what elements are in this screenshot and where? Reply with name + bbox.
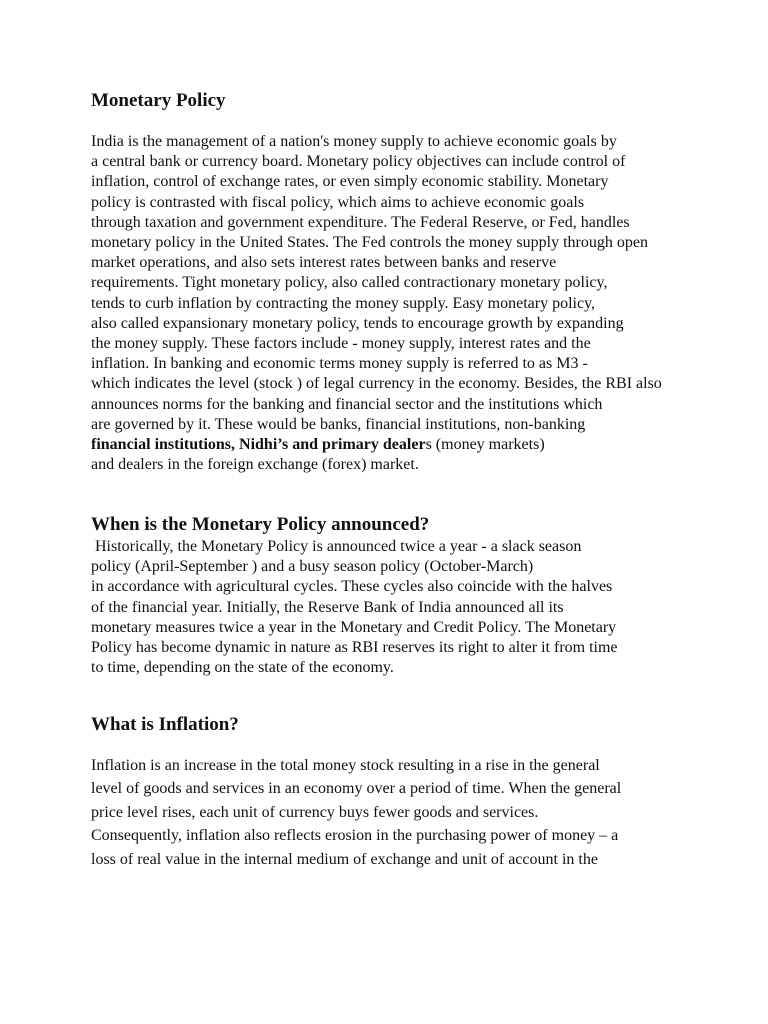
text-line: price level rises, each unit of currency buys fewer goods and services.: [91, 803, 539, 821]
text-line: tends to curb inflation by contracting the money supply. Easy monetary policy,: [91, 294, 596, 312]
text-line: through taxation and government expenditure. The Federal Reserve, or Fed, handles: [91, 213, 630, 231]
text-line: India is the management of a nation's money supply to achieve economic goals by: [91, 133, 617, 150]
text-line: also called expansionary monetary policy, tends to encourage growth by expanding: [91, 314, 624, 332]
text-line: and dealers in the foreign exchange (forex) market.: [91, 456, 419, 474]
paragraph-monetary-policy: [91, 132, 691, 475]
text-line: requirements. Tight monetary policy, also called contractionary monetary policy,: [91, 274, 608, 292]
text-line: monetary measures twice a year in the Monetary and Credit Policy. The Monetary: [91, 618, 617, 636]
text-line: are governed by it. These would be banks, financial institutions, non-banking: [91, 415, 586, 433]
text-line: a central bank or currency board. Monetary policy objectives can include control of: [91, 153, 626, 171]
text-line: the money supply. These factors include - money supply, interest rates and the: [91, 335, 591, 353]
text-line: monetary policy in the United States. The Fed controls the money supply through open: [91, 234, 648, 252]
text-line: which indicates the level (stock ) of legal currency in the economy. Besides, the RBI also: [91, 375, 662, 393]
text-line: Historically, the Monetary Policy is announced twice a year - a slack season: [91, 538, 582, 555]
text-line: inflation, control of exchange rates, or even simply economic stability. Monetary: [91, 173, 609, 191]
text-line: Inflation is an increase in the total money stock resulting in a rise in the general: [91, 757, 600, 774]
text-line: level of goods and services in an economy over a period of time. When the general: [91, 780, 622, 798]
bold-phrase: financial institutions, Nidhi’s and primary dealer: [91, 436, 426, 454]
text-line: loss of real value in the internal medium of exchange and unit of account in the: [91, 850, 598, 868]
text-fragment: s (money markets): [425, 436, 545, 454]
text-line-mixed: [91, 435, 691, 455]
text-line: in accordance with agricultural cycles. These cycles also coincide with the halves: [91, 578, 613, 596]
paragraph-inflation: [91, 754, 691, 871]
text-line: policy is contrasted with fiscal policy, which aims to achieve economic goals: [91, 193, 585, 211]
text-line: to time, depending on the state of the economy.: [91, 659, 394, 677]
text-line: Consequently, inflation also reflects erosion in the purchasing power of money – a: [91, 827, 619, 845]
paragraph-when-announced: [91, 537, 691, 678]
text-line: announces norms for the banking and financial sector and the institutions which: [91, 395, 603, 413]
text-line: policy (April-September ) and a busy season policy (October-March): [91, 558, 534, 576]
text-line: market operations, and also sets interest rates between banks and reserve: [91, 254, 557, 272]
text-line: inflation. In banking and economic terms money supply is referred to as M3 -: [91, 355, 588, 373]
section-heading-inflation: What is Inflation?: [91, 714, 239, 735]
section-heading-monetary-policy: Monetary Policy: [91, 90, 226, 111]
text-line: Policy has become dynamic in nature as RBI reserves its right to alter it from time: [91, 639, 618, 657]
section-heading-when-announced: When is the Monetary Policy announced?: [91, 514, 430, 535]
text-line: of the financial year. Initially, the Reserve Bank of India announced all its: [91, 598, 564, 616]
